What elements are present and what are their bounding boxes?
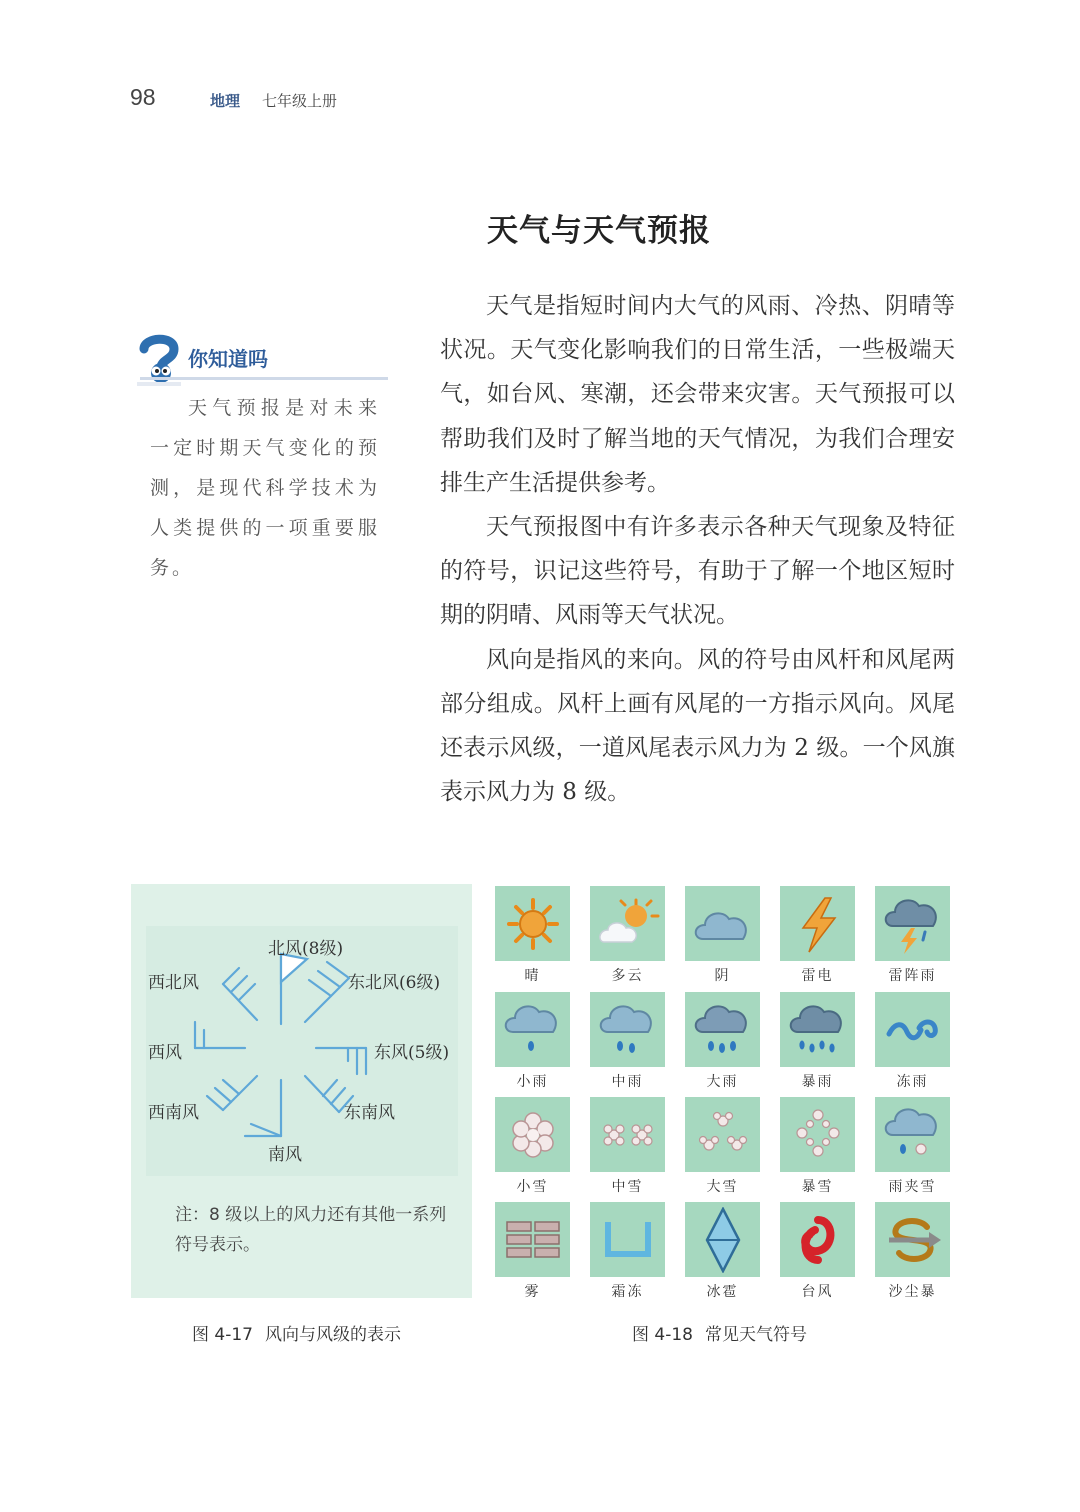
sidebar-heading: 你知道吗 xyxy=(188,347,268,371)
hail-icon xyxy=(685,1202,760,1277)
freezing-rain-icon xyxy=(875,992,950,1067)
weather-symbol-label: 台风 xyxy=(801,1284,834,1300)
weather-symbol-label: 暴雨 xyxy=(801,1074,834,1090)
blizzard-icon xyxy=(780,1097,855,1172)
weather-symbol-label: 沙尘暴 xyxy=(888,1284,937,1300)
caption-number: 图 4-17 xyxy=(192,1325,253,1345)
weather-symbol-label: 冻雨 xyxy=(896,1074,929,1090)
caption-text: 常见天气符号 xyxy=(705,1325,807,1345)
weather-symbol-cell xyxy=(780,1202,855,1307)
running-header-grade: 七年级上册 xyxy=(262,92,338,110)
weather-symbol-label: 雷阵雨 xyxy=(888,968,937,984)
label-southwest-wind: 西南风 xyxy=(148,1103,199,1123)
label-northeast-wind: 东北风(6级) xyxy=(348,973,441,993)
southwest-wind-barb xyxy=(207,1076,257,1110)
weather-symbol-cell xyxy=(875,1097,950,1202)
weather-symbol-label: 冰雹 xyxy=(706,1284,739,1300)
weather-symbol-cell xyxy=(495,992,570,1097)
weather-symbol-cell xyxy=(685,992,760,1097)
weather-symbol-label: 大雪 xyxy=(706,1179,739,1195)
question-mascot-icon xyxy=(134,333,184,391)
label-northwest-wind: 西北风 xyxy=(148,973,199,993)
label-north-wind: 北风(8级) xyxy=(268,939,344,959)
weather-symbol-label: 雾 xyxy=(524,1284,541,1300)
south-wind-barb xyxy=(245,1080,281,1136)
weather-symbol-label: 雷电 xyxy=(801,968,834,984)
weather-symbol-cell xyxy=(780,886,855,991)
weather-symbol-cell xyxy=(875,992,950,1097)
label-southeast-wind: 东南风 xyxy=(344,1103,395,1123)
northwest-wind-barb xyxy=(223,968,257,1020)
wind-figure-note: 注：8 级以上的风力还有其他一系列符号表示。 xyxy=(175,1205,447,1255)
sunny-icon xyxy=(495,886,570,961)
weather-symbol-label: 中雪 xyxy=(611,1179,644,1195)
weather-symbol-cell xyxy=(495,886,570,991)
figure-4-18-caption xyxy=(632,1320,807,1345)
typhoon-icon xyxy=(780,1202,855,1277)
weather-symbol-cell xyxy=(495,1202,570,1307)
weather-symbol-cell xyxy=(495,1097,570,1202)
running-header-subject: 地理 xyxy=(210,92,241,110)
lightning-icon xyxy=(780,886,855,961)
weather-symbol-cell xyxy=(685,886,760,991)
caption-text: 风向与风级的表示 xyxy=(265,1325,401,1345)
east-wind-barb xyxy=(316,1048,366,1074)
northeast-wind-barb xyxy=(305,962,349,1022)
sleet-icon xyxy=(875,1097,950,1172)
weather-symbol-label: 小雨 xyxy=(516,1074,549,1090)
light-snow-icon xyxy=(495,1097,570,1172)
page-number: 98 xyxy=(130,84,156,110)
west-wind-barb xyxy=(195,1022,245,1048)
north-wind-barb xyxy=(281,954,307,1024)
weather-symbol-label: 小雪 xyxy=(516,1179,549,1195)
sandstorm-icon xyxy=(875,1202,950,1277)
weather-symbol-cell xyxy=(590,886,665,991)
thundershower-icon xyxy=(875,886,950,961)
heavy-rain-icon xyxy=(685,992,760,1067)
weather-symbol-cell xyxy=(780,1097,855,1202)
body-text xyxy=(440,284,955,814)
weather-symbol-cell xyxy=(875,886,950,991)
frost-icon xyxy=(590,1202,665,1277)
weather-symbol-label: 大雨 xyxy=(706,1074,739,1090)
weather-symbol-cell xyxy=(685,1097,760,1202)
fog-icon xyxy=(495,1202,570,1277)
sidebar-divider xyxy=(140,377,388,380)
weather-symbol-cell xyxy=(590,1097,665,1202)
label-east-wind: 东风(5级) xyxy=(374,1043,450,1063)
label-west-wind: 西风 xyxy=(148,1043,182,1063)
weather-symbol-label: 多云 xyxy=(611,968,644,984)
sidebar-paragraph: 天气预报是对未来一定时期天气变化的预测，是现代科学技术为人类提供的一项重要服务。 xyxy=(150,397,380,579)
weather-symbol-label: 中雨 xyxy=(611,1074,644,1090)
weather-symbol-label: 暴雪 xyxy=(801,1179,834,1195)
overcast-icon xyxy=(685,886,760,961)
paragraph: 风向是指风的来向。风的符号由风杆和风尾两部分组成。风杆上画有风尾的一方指示风向。风尾还表示风级，一道风尾表示风力为 2 级。一个风旗表示风力为 8 级。 xyxy=(440,646,955,806)
wind-diagram xyxy=(131,884,472,1184)
weather-symbol-cell xyxy=(780,992,855,1097)
weather-symbol-cell xyxy=(685,1202,760,1307)
weather-symbol-label: 霜冻 xyxy=(611,1284,644,1300)
sidebar-text xyxy=(150,388,380,588)
paragraph: 天气预报图中有许多表示各种天气现象及特征的符号，识记这些符号，有助于了解一个地区短时期的阴晴、风雨等天气状况。 xyxy=(440,514,955,629)
moderate-snow-icon xyxy=(590,1097,665,1172)
weather-symbol-label: 雨夹雪 xyxy=(888,1179,937,1195)
rainstorm-icon xyxy=(780,992,855,1067)
section-title: 天气与天气预报 xyxy=(487,213,711,249)
light-rain-icon xyxy=(495,992,570,1067)
heavy-snow-icon xyxy=(685,1097,760,1172)
weather-symbol-label: 晴 xyxy=(524,968,541,984)
paragraph: 天气是指短时间内大气的风雨、冷热、阴晴等状况。天气变化影响我们的日常生活，一些极端天气，如台风、寒潮，还会带来灾害。天气预报可以帮助我们及时了解当地的天气情况，为我们合理安排生产生活提供参考。 xyxy=(440,293,955,496)
caption-number: 图 4-18 xyxy=(632,1325,693,1345)
weather-symbol-cell xyxy=(590,1202,665,1307)
moderate-rain-icon xyxy=(590,992,665,1067)
figure-4-17-caption xyxy=(192,1320,401,1345)
weather-symbol-label: 阴 xyxy=(714,968,731,984)
cloudy-icon xyxy=(590,886,665,961)
label-south-wind: 南风 xyxy=(268,1145,302,1165)
weather-symbol-cell xyxy=(875,1202,950,1307)
weather-symbol-cell xyxy=(590,992,665,1097)
